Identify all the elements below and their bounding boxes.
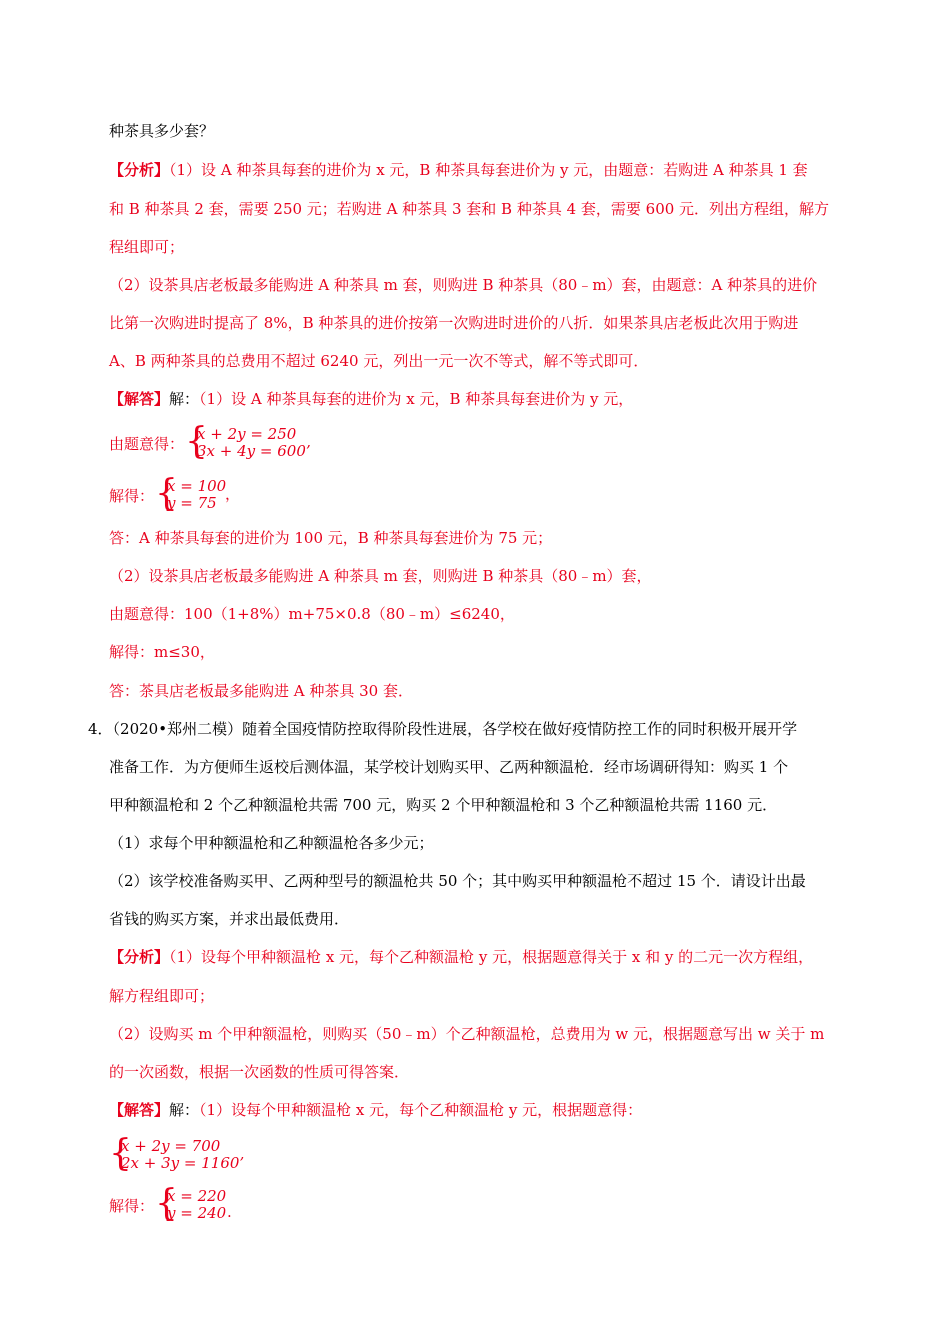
analysis-line: 解方程组即可； [109,987,215,1005]
question-line: 4．（2020•郑州二模）随着全国疫情防控取得阶段性进展，各学校在做好疫情防控工作的同时积极开展开学 [88,720,798,738]
question-line: （2）该学校准备购买甲、乙两种型号的额温枪共 50 个；其中购买甲种额温枪不超过 15 个．请设计出最 [109,872,806,890]
solution-line: 答：茶具店老板最多能购进 A 种茶具 30 套． [109,682,413,700]
question-line: （1）求每个甲种额温枪和乙种额温枪各多少元； [109,834,434,852]
solution-line: （2）设茶具店老板最多能购进 A 种茶具 m 套，则购进 B 种茶具（80﹣m）套， [109,567,652,585]
solution-tag: 【解答】 [109,1101,170,1119]
question-line: 省钱的购买方案，并求出最低费用． [109,910,350,928]
analysis-line: 的一次函数，根据一次函数的性质可得答案． [109,1063,410,1081]
analysis-line: 【分析】（1）设每个甲种额温枪 x 元，每个乙种额温枪 y 元，根据题意得关于 x 和 y 的二元一次方程组， [109,948,814,966]
analysis-line: （2）设购买 m 个甲种额温枪，则购买（50﹣m）个乙种额温枪，总费用为 w 元，根据题意写出 w 关于 m [109,1025,825,1043]
solution-line: 【解答】解：（1）设每个甲种额温枪 x 元，每个乙种额温枪 y 元，根据题意得： [109,1101,643,1119]
analysis-tag: 【分析】 [109,161,170,179]
text-line: 种茶具多少套？ [109,122,215,140]
question-line: 准备工作．为方便师生返校后测体温，某学校计划购买甲、乙两种额温枪．经市场调研得知：购买 1 个 [109,758,789,776]
analysis-line: 【分析】（1）设 A 种茶具每套的进价为 x 元，B 种茶具每套进价为 y 元，由题意：若购进 A 种茶具 1 套 [109,161,808,179]
brace-icon: { [155,473,178,514]
brace-icon: { [185,421,208,462]
brace-icon: { [155,1183,178,1224]
analysis-line: （2）设茶具店老板最多能购进 A 种茶具 m 套，则购进 B 种茶具（80﹣m）套，由题意：A 种茶具的进价 [109,276,818,294]
solution-line: 【解答】解：（1）设 A 种茶具每套的进价为 x 元，B 种茶具每套进价为 y 元， [109,390,634,408]
analysis-line: 比第一次购进时提高了 8%，B 种茶具的进价按第一次购进时进价的八折．如果茶具店老板此次用于购进 [109,314,799,332]
solution-line: 解得： [109,487,155,505]
question-line: 甲种额温枪和 2 个乙种额温枪共需 700 元，购买 2 个甲种额温枪和 3 个乙种额温枪共需 1160 元． [109,796,778,814]
solution-line: 答：A 种茶具每套的进价为 100 元，B 种茶具每套进价为 75 元； [109,529,553,547]
solution-line: 解得： [109,1197,155,1215]
solution-line: 解得：m≤30， [109,643,215,661]
analysis-line: 和 B 种茶具 2 套，需要 250 元；若购进 A 种茶具 3 套和 B 种茶具 4 套，需要 600 元．列出方程组，解方 [109,200,830,218]
analysis-tag: 【分析】 [109,948,170,966]
solution-line: 由题意得： [109,435,185,453]
analysis-line: A、B 两种茶具的总费用不超过 6240 元，列出一元一次不等式，解不等式即可． [109,352,649,370]
solution-tag: 【解答】 [109,390,170,408]
analysis-line: 程组即可； [109,238,185,256]
brace-icon: { [109,1133,132,1174]
solution-line: 由题意得：100（1+8%）m+75×0.8（80﹣m）≤6240， [109,605,515,623]
